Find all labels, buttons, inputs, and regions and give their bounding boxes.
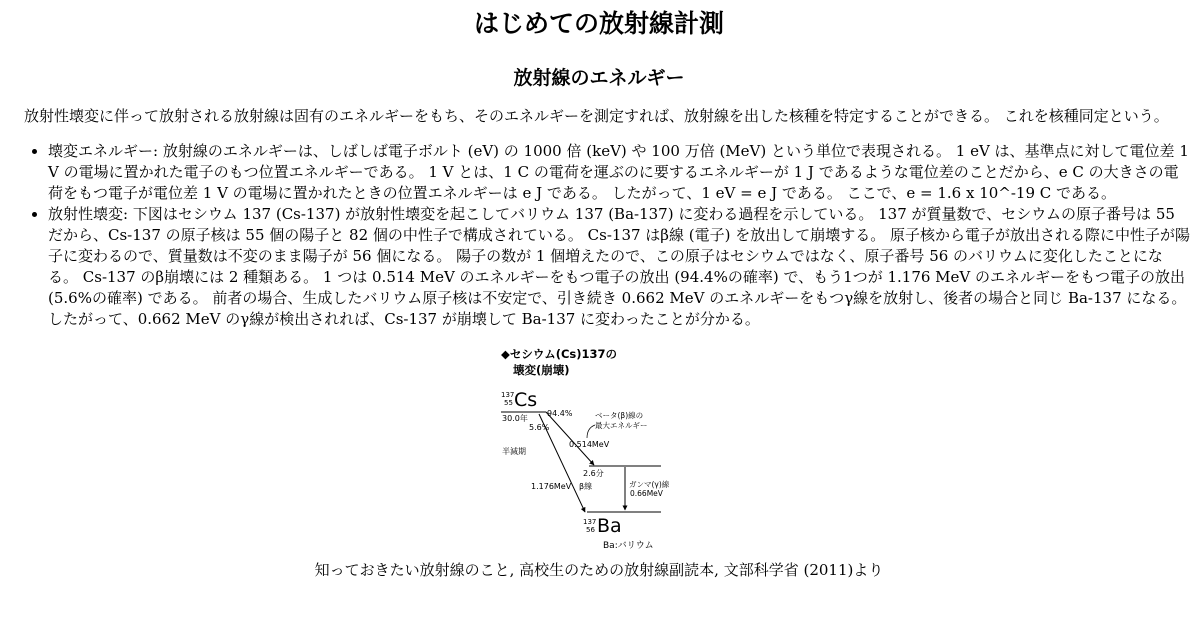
beta-energy-major: 0.514MeV (569, 440, 610, 449)
ba-mass-number: 137 (583, 518, 597, 526)
beta-arrow-major (546, 412, 594, 465)
ba-metastable-halflife: 2.6分 (583, 469, 604, 478)
ba-atomic-number: 56 (586, 526, 595, 534)
beta-label: β線 (579, 482, 593, 491)
branch-major-percent: 94.4% (547, 409, 573, 418)
figure-title-line1: ◆セシウム(Cs)137の (501, 347, 618, 361)
gamma-energy: 0.66MeV (630, 489, 663, 498)
beta-energy-minor: 1.176MeV (531, 482, 572, 491)
cs-mass-number: 137 (501, 391, 515, 399)
cs137-decay-diagram (499, 346, 699, 556)
figure-title-line2: 壊変(崩壊) (513, 363, 570, 377)
list-item-radioactive-decay: • 放射性壊変: 下図はセシウム 137 (Cs-137) が放射性壊変を起こしてバリウム 137 (Ba-137) に変わる過程を示している。 137 が質量数で、セシウムの原子番号は 55 だから、Cs-137 の原子核は 55 個の陽子と 82 個の中性子で構成されている。 Cs-137 はβ線 (電子) を放出して崩壊する。 原子核から電子が放出される際に中性子が陽子に変わるので、質量数は不変のまま陽子が 56 個になる。 陽子の数が 1 個増えたので、この原子はセシウムではなく、原子番号 56 のバリウムに変化したことになる。 Cs-137 のβ崩壊には 2 種類ある。 1 つは 0.514 MeV のエネルギーをもつ電子の放出 (94.4%の確率) で、もう1つが 1.176 MeV のエネルギーをもつ電子の放出 (5.6%の確率) である。 前者の場合、生成したバリウム原子核は不安定で、引き続き 0.662 MeV のエネルギーをもつγ線を放射し、後者の場合と同じ Ba-137 になる。 したがって、0.662 MeV のγ線が検出されれば、Cs-137 が崩壊して Ba-137 に変わったことが分かる。 (48, 204, 1190, 330)
figure-source-caption: 知っておきたい放射線のこと, 高校生のための放射線副読本, 文部科学省 (2011)より (314, 561, 884, 579)
intro-paragraph: 放射性壊変に伴って放射される放射線は固有のエネルギーをもち、そのエネルギーを測定すれば、放射線を出した核種を特定することができる。 これを核種同定という。 (24, 107, 1169, 125)
beta-arrow-minor (539, 414, 585, 512)
beta-max-label-line2: 最大エネルギー (595, 421, 648, 430)
halflife-value: 30.0年 (502, 414, 528, 423)
list-item-decay-energy: • 壊変エネルギー: 放射線のエネルギーは、しばしば電子ボルト (eV) の 1000 倍 (keV) や 100 万倍 (MeV) という単位で表現される。 1 eV は、基準点に対して電位差 1 V の電場に置かれた電子のもつ位置エネルギーである。 1 V とは、1 C の電荷を運ぶのに要するエネルギーが 1 J であるような電位差のことだから、e C の大きさの電荷をもつ電子が電位差 1 V の電場に置かれたときの位置エネルギーは e J である。 したがって、1 eV = e J である。 ここで、e = 1.6 x 10^-19 C である。 (48, 141, 1190, 204)
section-heading: 放射線のエネルギー (513, 67, 685, 89)
explanation-list (8, 141, 1190, 330)
beta-max-pointer (587, 425, 595, 438)
ba-caption: Ba:バリウム (603, 541, 654, 551)
ba-symbol: Ba (597, 515, 622, 537)
page (0, 8, 1200, 630)
cs-atomic-number: 55 (504, 399, 513, 407)
cs-symbol: Cs (514, 389, 538, 411)
halflife-label: 半減期 (502, 447, 526, 456)
beta-max-label-line1: ベータ(β)線の (595, 411, 644, 420)
branch-minor-percent: 5.6% (529, 423, 550, 432)
gamma-label: ガンマ(γ)線 (629, 480, 670, 489)
page-title: はじめての放射線計測 (473, 9, 724, 38)
